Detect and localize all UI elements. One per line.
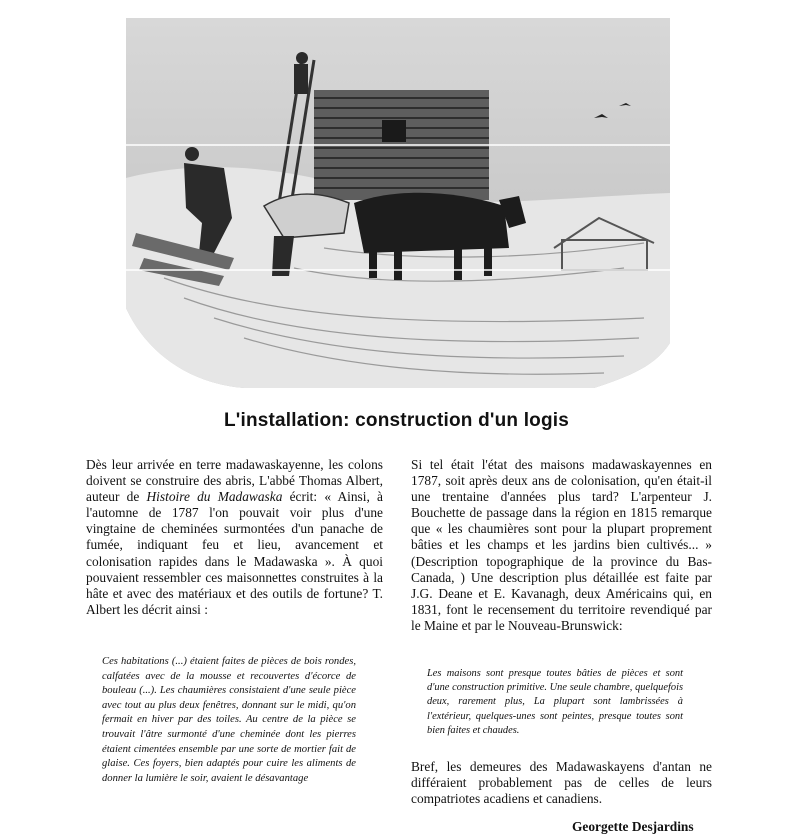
left-paragraph-rest: écrit: « Ainsi, à l'automne de 1787 l'on pouvait voir plus d'une vingtaine de cheminées surmontées d'un panache de fumée, indiquant feu et lieu, avancement et colonisation rapides dans le Madawaska ». À quoi pouvaient ressembler ces maisonnettes construites à la hâte et avec des matériaux et des outils de fortune? T. Albert les décrit ainsi : [86,489,383,617]
albert-quote: Ces habitations (...) étaient faites de pièces de bois rondes, calfatées avec de la mousse et recouvertes d'écorce de bouleau (...). Les chaumières consistaient d'une seule pièce avec tout au plus deux fenêtres, donnant sur le midi, qu'on fermait en hiver par des toiles. Au centre de la pièce se trouvait l'âtre surmonté d'une cheminée dont les pierres étaient cimentées ensemble par une sorte de mortier fait de glaise. Ces foyers, bien adaptés pour cuire les aliments de donner la lumière le soir, avaient le désavantage [102,656,356,784]
article-title: L'installation: construction d'un logis [223,410,570,431]
author-signature: Georgette Desjardins [572,819,694,834]
left-column-paragraph [86,457,383,618]
deane-kavanagh-quote: Les maisons sont presque toutes bâties de pièces et sont d'une construction primitive. Une seule chambre, quelquefois deux, rarement plus, La plupart sont lambrissées à l'extérieur, quelques-unes sont peintes, presque toutes sont bien faites et chaudes. [427,668,683,736]
conclusion-paragraph: Bref, les demeures des Madawaskayens d'antan ne différaient probablement pas de celles de leurs compatriotes acadiens et canadiens. [411,759,712,807]
log-cabin-illustration [124,18,670,390]
book-title: Histoire du Madawaska [146,489,283,505]
right-column-paragraph: Si tel était l'état des maisons madawaskayennes en 1787, soit après deux ans de colonisation, qu'en était-il une trentaine d'années plus tard? L'arpenteur J. Bouchette de passage dans la région en 1815 remarque que « les chaumières sont pour la plupart proprement bâties et les champs et les jardins bien cultivés... » (Description topographique de la province du Bas-Canada, ) Une description plus détaillée est faite par J.G. Deane et E. Kavanagh, deux Américains qui, en 1831, font le recensement du territoire revendiqué par le Maine et par le Nouveau-Brunswick: [411,457,712,633]
left-paragraph-intro: Dès leur arrivée en terre madawaskayenne, les colons doivent se construire des abris, L'abbé Thomas Albert, auteur de [86,457,383,505]
